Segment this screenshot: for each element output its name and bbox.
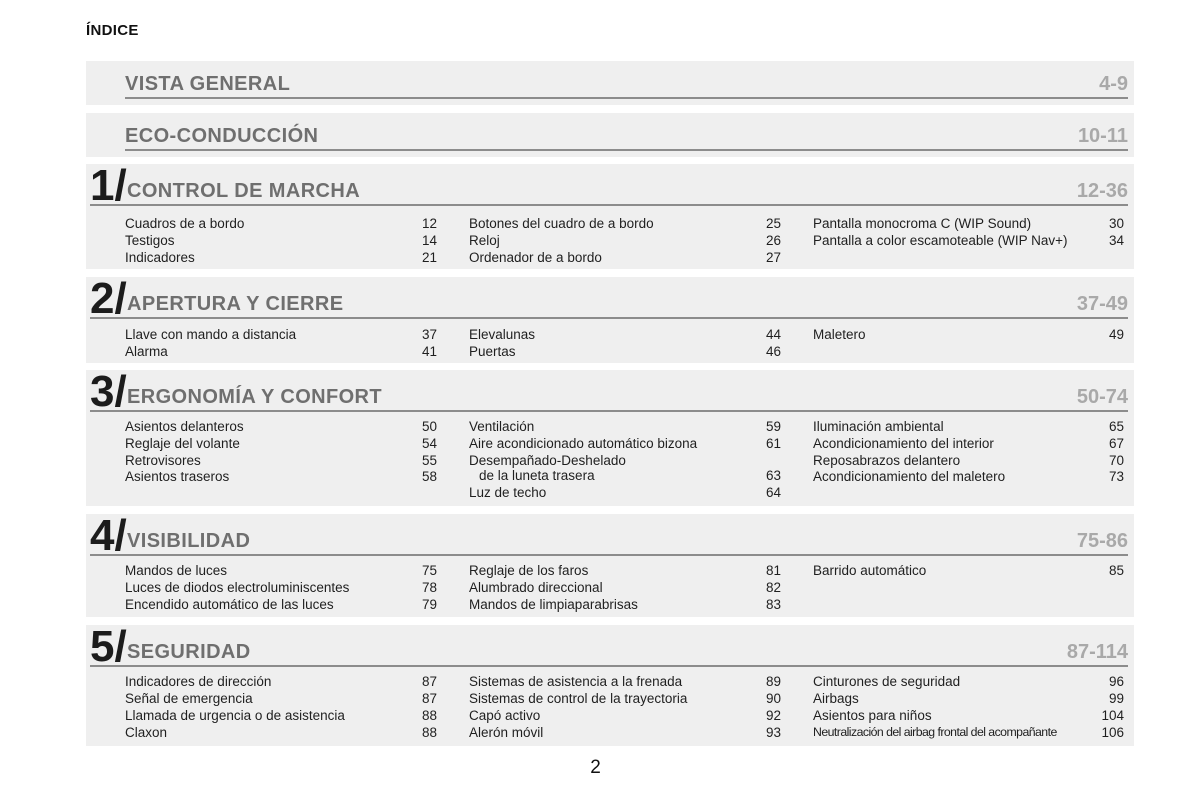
section-pages: 75-86 (1076, 530, 1128, 552)
entry-page: 81 (765, 563, 781, 578)
section-header (90, 622, 1128, 671)
index-entry[interactable] (469, 562, 781, 579)
index-entry[interactable] (813, 468, 1124, 485)
index-entry[interactable] (813, 418, 1124, 435)
entry-label: Botones del cuadro de a bordo (469, 216, 654, 231)
index-entry[interactable] (813, 673, 1124, 690)
entry-page: 93 (765, 725, 781, 740)
index-entry[interactable] (125, 690, 437, 707)
entry-page: 63 (765, 468, 781, 483)
entry-label: Testigos (125, 233, 175, 248)
entry-page: 88 (421, 725, 437, 740)
entry-label: Capó activo (469, 708, 541, 723)
entry-label: Reglaje del volante (125, 436, 240, 451)
entry-page: 96 (1108, 674, 1124, 689)
section-number: 4/ (90, 511, 127, 560)
index-row (125, 215, 1124, 232)
entry-label: Sistemas de asistencia a la frenada (469, 674, 683, 689)
section-header (90, 274, 1128, 323)
index-entry[interactable] (469, 579, 781, 596)
section-title: VISTA GENERAL (125, 73, 291, 95)
index-entry[interactable] (125, 562, 437, 579)
index-row (125, 673, 1124, 690)
entry-label: Reglaje de los faros (469, 563, 589, 578)
entry-label: Elevalunas (469, 327, 536, 342)
entry-label: Luces de diodos electroluminiscentes (125, 580, 350, 595)
index-entry[interactable] (813, 562, 1124, 579)
entry-label: Llamada de urgencia o de asistencia (125, 708, 345, 723)
entry-page: 99 (1108, 691, 1124, 706)
index-entry[interactable] (813, 690, 1124, 707)
entry-label: Indicadores de dirección (125, 674, 272, 689)
section-header (90, 367, 1128, 416)
index-entry[interactable] (469, 215, 781, 232)
entry-page: 89 (765, 674, 781, 689)
index-entry[interactable] (125, 707, 437, 724)
entry-label: Asientos delanteros (125, 419, 244, 434)
index-row (125, 326, 1124, 343)
entry-page: 37 (421, 327, 437, 342)
index-entry[interactable] (469, 707, 781, 724)
entry-label: Llave con mando a distancia (125, 327, 297, 342)
entry-page: 104 (1101, 708, 1124, 723)
section-number: 3/ (90, 367, 127, 416)
index-row (125, 468, 1124, 485)
entry-page: 34 (1108, 233, 1124, 248)
entry-label: Encendido automático de las luces (125, 597, 334, 612)
index-row (125, 232, 1124, 249)
entry-page: 61 (765, 436, 781, 451)
index-row (125, 484, 1124, 501)
entry-page: 88 (421, 708, 437, 723)
entry-label: Airbags (813, 691, 859, 706)
entry-label: Ventilación (469, 419, 535, 434)
index-entry[interactable] (813, 452, 1124, 469)
entry-page: 50 (421, 419, 437, 434)
index-row (125, 707, 1124, 724)
entry-label: Sistemas de control de la trayectoria (469, 691, 688, 706)
entry-label: Acondicionamiento del interior (813, 436, 994, 451)
entry-page: 73 (1108, 469, 1124, 484)
entry-label: Puertas (469, 344, 516, 359)
section-header (125, 70, 1128, 99)
entry-label: Cuadros de a bordo (125, 216, 245, 231)
section-control-de-marcha (86, 161, 1134, 269)
entry-label: Asientos para niños (813, 708, 932, 723)
section-ergonomia-y-confort (86, 367, 1134, 506)
index-row (125, 249, 1124, 266)
entry-label: Claxon (125, 725, 168, 740)
section-header (125, 122, 1128, 151)
entry-page: 21 (421, 250, 437, 265)
entry-label: Pantalla monocroma C (WIP Sound) (813, 216, 1032, 231)
section-pages: 37-49 (1076, 293, 1128, 315)
index-entry[interactable] (125, 249, 437, 266)
entry-page: 55 (421, 453, 437, 468)
index-entry[interactable] (125, 673, 437, 690)
index-row (125, 579, 1124, 596)
entry-page: 26 (765, 233, 781, 248)
index-entry[interactable] (125, 343, 437, 360)
entry-label: Reposabrazos delantero (813, 453, 961, 468)
entry-page: 83 (765, 597, 781, 612)
index-entry[interactable] (125, 418, 437, 435)
section-pages: 4-9 (1099, 73, 1128, 95)
section-pages: 50-74 (1076, 386, 1128, 408)
entry-label: Indicadores (125, 250, 195, 265)
entry-page: 90 (765, 691, 781, 706)
index-entry[interactable] (125, 215, 437, 232)
index-entry[interactable] (469, 418, 781, 435)
index-entry[interactable] (813, 326, 1124, 343)
entry-label: Mandos de limpiaparabrisas (469, 597, 638, 612)
section-number: 5/ (90, 622, 127, 671)
section-pages: 87-114 (1066, 641, 1128, 663)
index-entry[interactable] (813, 435, 1124, 452)
index-row (125, 724, 1124, 741)
entry-label: Acondicionamiento del maletero (813, 469, 1006, 484)
entry-page: 65 (1108, 419, 1124, 434)
entry-page: 41 (421, 344, 437, 359)
page-number: 2 (590, 757, 601, 778)
index-entry[interactable] (469, 249, 781, 266)
entry-page: 64 (765, 485, 781, 500)
index-entry[interactable] (813, 707, 1124, 724)
index-entry[interactable] (469, 596, 781, 613)
section-title: VISIBILIDAD (127, 530, 251, 552)
entry-label: Alarma (125, 344, 168, 359)
index-entry[interactable] (125, 435, 437, 452)
entry-label: Alerón móvil (469, 725, 544, 740)
entry-label: Luz de techo (469, 485, 547, 500)
entry-page: 54 (421, 436, 437, 451)
section-vista-general[interactable] (86, 61, 1134, 105)
entry-page: 27 (765, 250, 781, 265)
index-entry[interactable] (125, 579, 437, 596)
index-row (125, 562, 1124, 579)
entry-page: 44 (765, 327, 781, 342)
index-entry[interactable] (125, 452, 437, 469)
section-header (90, 161, 1128, 210)
index-entry[interactable] (469, 343, 781, 360)
entry-page: 92 (765, 708, 781, 723)
entry-page: 59 (765, 419, 781, 434)
entry-page: 46 (765, 344, 781, 359)
index-entry[interactable] (469, 724, 781, 741)
section-pages: 12-36 (1076, 180, 1128, 202)
entry-label: Mandos de luces (125, 563, 228, 578)
entry-page: 87 (421, 691, 437, 706)
section-title: ERGONOMÍA Y CONFORT (127, 386, 383, 408)
index-entry[interactable] (125, 596, 437, 613)
section-title: APERTURA Y CIERRE (127, 293, 344, 315)
entry-page: 67 (1108, 436, 1124, 451)
entry-label: Pantalla a color escamoteable (WIP Nav+) (813, 233, 1068, 248)
entry-label: Ordenador de a bordo (469, 250, 602, 265)
entry-label: Cinturones de seguridad (813, 674, 961, 689)
index-entry[interactable] (125, 232, 437, 249)
entry-page: 58 (421, 469, 437, 484)
entry-page: 106 (1101, 725, 1124, 740)
index-row (125, 418, 1124, 435)
entry-page: 12 (421, 216, 437, 231)
entry-label: Reloj (469, 233, 500, 248)
index-entry[interactable] (469, 673, 781, 690)
index-entry[interactable] (813, 724, 1124, 741)
index-entry[interactable] (125, 326, 437, 343)
index-entry[interactable] (469, 467, 781, 484)
index-row (125, 435, 1124, 452)
section-seguridad (86, 622, 1134, 746)
entry-label: Aire acondicionado automático bizona (469, 436, 698, 451)
entry-label: Barrido automático (813, 563, 927, 578)
index-entry[interactable] (469, 690, 781, 707)
entry-label: de la luneta trasera (479, 468, 595, 483)
section-number: 2/ (90, 274, 127, 323)
index-entry[interactable] (469, 326, 781, 343)
entry-label: Maletero (813, 327, 866, 342)
entry-label: Señal de emergencia (125, 691, 253, 706)
entry-label: Desempañado-Deshelado (469, 453, 626, 468)
entry-page: 87 (421, 674, 437, 689)
section-header (90, 511, 1128, 560)
entry-page: 85 (1108, 563, 1124, 578)
entry-page: 79 (421, 597, 437, 612)
entry-page: 70 (1108, 453, 1124, 468)
entry-page: 30 (1108, 216, 1124, 231)
index-entry[interactable] (469, 484, 781, 501)
entry-page: 82 (765, 580, 781, 595)
section-title: ECO-CONDUCCIÓN (125, 125, 319, 147)
section-title: SEGURIDAD (127, 641, 251, 663)
entry-page: 75 (421, 563, 437, 578)
index-row (125, 690, 1124, 707)
entry-label: Alumbrado direccional (469, 580, 603, 595)
index-row (125, 596, 1124, 613)
entry-label: Iluminación ambiental (813, 419, 944, 434)
index-entry[interactable] (813, 215, 1124, 232)
entry-page: 49 (1108, 327, 1124, 342)
entry-label: Retrovisores (125, 453, 201, 468)
entry-page: 14 (421, 233, 437, 248)
section-pages: 10-11 (1077, 125, 1128, 147)
section-visibilidad (86, 511, 1134, 617)
index-entry[interactable] (125, 468, 437, 485)
index-row (125, 343, 1124, 360)
section-eco-conduccion[interactable] (86, 113, 1134, 157)
entry-label: Asientos traseros (125, 469, 230, 484)
entry-label: Neutralización del airbag frontal del acompañante (813, 725, 1057, 739)
index-entry[interactable] (469, 232, 781, 249)
entry-page: 78 (421, 580, 437, 595)
index-entry[interactable] (125, 724, 437, 741)
section-apertura-y-cierre (86, 274, 1134, 363)
section-title: CONTROL DE MARCHA (127, 180, 361, 202)
entry-page: 25 (765, 216, 781, 231)
page-title: ÍNDICE (86, 22, 139, 39)
index-entry[interactable] (813, 232, 1124, 249)
section-number: 1/ (90, 161, 127, 210)
index-entry[interactable] (469, 435, 781, 452)
